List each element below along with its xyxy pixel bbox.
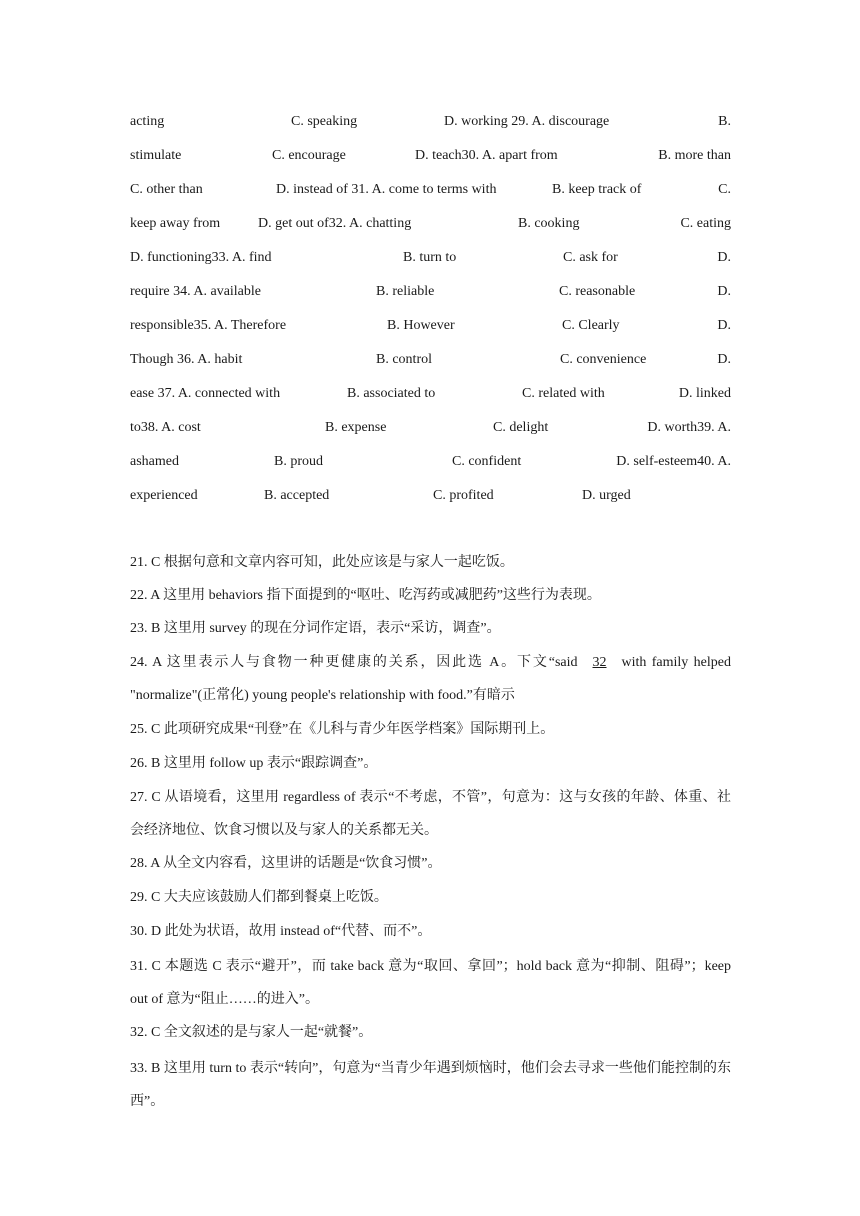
option-text: C. <box>718 182 731 197</box>
option-text: to38. A. cost <box>130 420 201 435</box>
option-text: D. linked <box>678 386 731 401</box>
option-text: C. encourage <box>272 148 346 163</box>
options-line <box>130 383 731 405</box>
option-text: ashamed <box>130 454 179 469</box>
option-text: C. eating <box>680 216 731 231</box>
option-text: C. Clearly <box>562 318 620 333</box>
option-text: C. other than <box>130 182 203 197</box>
answer-31: 31. C 本题选 C 表示“避开”，而 take back 意为“取回、拿回”；hold back 意为“抑制、阻碍”；keep out of 意为“阻止……的进入”。 <box>130 959 731 1007</box>
option-text: C. convenience <box>560 352 647 367</box>
option-text: D. urged <box>582 488 631 503</box>
answer-24-text-continued: with family helped "normalize"(正常化) young people's relationship with food.”有暗示 <box>130 655 731 703</box>
option-text: Though 36. A. habit <box>130 352 243 367</box>
answer-24 <box>130 646 731 712</box>
option-text: D. worth39. A. <box>647 420 731 435</box>
answer-25: 25. C 此项研究成果“刊登”在《儿科与青少年医学档案》国际期刊上。 <box>130 722 555 737</box>
options-line <box>130 145 731 167</box>
option-text: C. reasonable <box>559 284 636 299</box>
option-text: B. cooking <box>518 216 580 231</box>
option-text: D. working 29. A. discourage <box>444 114 610 129</box>
option-text: B. keep track of <box>552 182 642 197</box>
option-text: C. delight <box>493 420 549 435</box>
option-text: B. associated to <box>347 386 436 401</box>
options-line <box>130 417 731 439</box>
answer-24-text: 24. A 这里表示人与食物一种更健康的关系，因此选 A。下文“said <box>130 655 578 670</box>
option-text: B. reliable <box>376 284 435 299</box>
option-text: require 34. A. available <box>130 284 262 299</box>
option-text: ease 37. A. connected with <box>130 386 281 401</box>
answer-32: 32. C 全文叙述的是与家人一起“就餐”。 <box>130 1025 373 1040</box>
answer-24-blank: 32 <box>592 655 607 670</box>
answer-28: 28. A 从全文内容看，这里讲的话题是“饮食习惯”。 <box>130 856 442 871</box>
option-text: keep away from <box>130 216 221 231</box>
option-text: B. accepted <box>264 488 330 503</box>
answer-30: 30. D 此处为状语，故用 instead of“代替、而不”。 <box>130 924 432 939</box>
option-text: C. confident <box>452 454 522 469</box>
option-text: D. get out of32. A. chatting <box>258 216 412 231</box>
option-text: B. turn to <box>403 250 457 265</box>
option-text: D. teach30. A. apart from <box>415 148 558 163</box>
option-text: acting <box>130 114 165 129</box>
option-text: B. more than <box>658 148 731 163</box>
option-text: stimulate <box>130 148 182 163</box>
option-text: D. <box>717 352 731 367</box>
option-text: C. profited <box>433 488 494 503</box>
options-line <box>130 213 731 235</box>
option-text: C. ask for <box>563 250 618 265</box>
option-text: D. self-esteem40. A. <box>616 454 731 469</box>
answer-29: 29. C 大夫应该鼓励人们都到餐桌上吃饭。 <box>130 890 388 905</box>
option-text: responsible35. A. Therefore <box>130 318 287 333</box>
option-text: experienced <box>130 488 198 503</box>
option-text: B. control <box>376 352 432 367</box>
option-text: D. <box>717 284 731 299</box>
option-text: B. expense <box>325 420 387 435</box>
options-line <box>130 179 731 201</box>
option-text: C. related with <box>522 386 605 401</box>
answer-23: 23. B 这里用 survey 的现在分词作定语，表示“采访，调查”。 <box>130 621 501 636</box>
answer-26: 26. B 这里用 follow up 表示“跟踪调查”。 <box>130 756 378 771</box>
options-line <box>130 485 731 507</box>
option-text: D. <box>717 250 731 265</box>
options-line <box>130 111 731 133</box>
option-text: D. instead of 31. A. come to terms with <box>276 182 497 197</box>
options-line <box>130 281 731 303</box>
options-line <box>130 315 731 337</box>
option-text: B. However <box>387 318 455 333</box>
options-line <box>130 349 731 371</box>
answer-21: 21. C 根据句意和文章内容可知，此处应该是与家人一起吃饭。 <box>130 555 514 570</box>
options-line <box>130 451 731 473</box>
option-text: D. <box>717 318 731 333</box>
option-text: C. speaking <box>291 114 358 129</box>
answer-27: 27. C 从语境看，这里用 regardless of 表示“不考虑，不管”，句意为：这与女孩的年龄、体重、社会经济地位、饮食习惯以及与家人的关系都无关。 <box>130 790 731 838</box>
option-text: B. proud <box>274 454 323 469</box>
options-line <box>130 247 731 269</box>
answer-22: 22. A 这里用 behaviors 指下面提到的“呕吐、吃泻药或减肥药”这些行为表现。 <box>130 588 601 603</box>
answer-33: 33. B 这里用 turn to 表示“转向”，句意为“当青少年遇到烦恼时，他们会去寻求一些他们能控制的东西”。 <box>130 1061 731 1109</box>
option-text: D. functioning33. A. find <box>130 250 272 265</box>
option-text: B. <box>718 114 731 129</box>
